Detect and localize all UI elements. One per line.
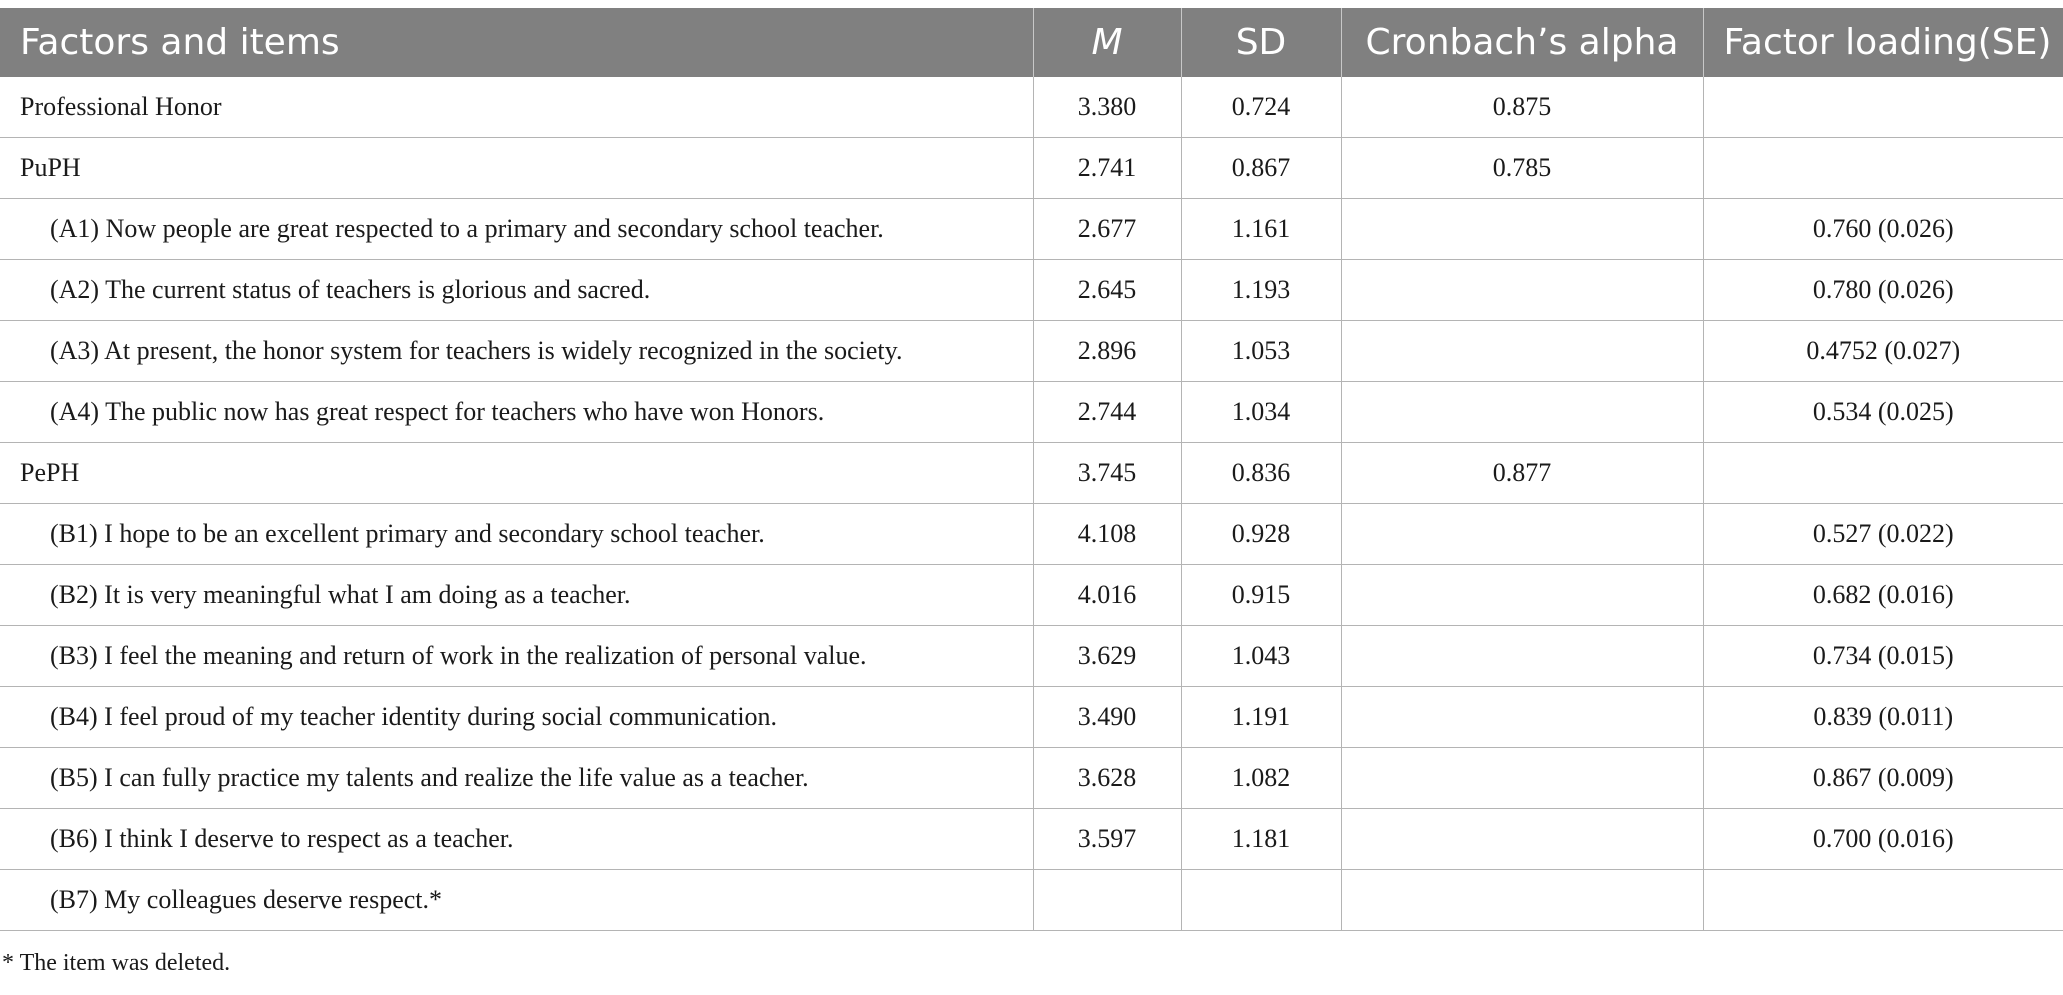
row-label: PuPH: [0, 138, 1033, 199]
cell-loading: 0.4752 (0.027): [1703, 321, 2063, 382]
cell-m: 3.629: [1033, 626, 1181, 687]
cell-alpha: [1341, 626, 1703, 687]
cell-sd: 0.928: [1181, 504, 1341, 565]
cell-sd: 1.043: [1181, 626, 1341, 687]
row-label: (A4) The public now has great respect for teachers who have won Honors.: [0, 382, 1033, 443]
cell-alpha: [1341, 870, 1703, 931]
row-label: (A1) Now people are great respected to a primary and secondary school teacher.: [0, 199, 1033, 260]
header-factors: Factors and items: [0, 8, 1033, 77]
cell-m: 3.745: [1033, 443, 1181, 504]
row-label: PePH: [0, 443, 1033, 504]
table-row: [0, 809, 2063, 870]
table-row: [0, 443, 2063, 504]
cell-loading: [1703, 138, 2063, 199]
table-row: [0, 199, 2063, 260]
table-row: [0, 748, 2063, 809]
cell-loading: 0.527 (0.022): [1703, 504, 2063, 565]
row-label: (B4) I feel proud of my teacher identity during social communication.: [0, 687, 1033, 748]
cell-alpha: 0.785: [1341, 138, 1703, 199]
cell-loading: 0.839 (0.011): [1703, 687, 2063, 748]
cell-alpha: [1341, 809, 1703, 870]
cell-alpha: [1341, 687, 1703, 748]
cell-loading: 0.682 (0.016): [1703, 565, 2063, 626]
cell-sd: 0.915: [1181, 565, 1341, 626]
cell-alpha: [1341, 199, 1703, 260]
cell-sd: 1.181: [1181, 809, 1341, 870]
cell-sd: 0.867: [1181, 138, 1341, 199]
cell-m: 4.108: [1033, 504, 1181, 565]
row-label: (B5) I can fully practice my talents and realize the life value as a teacher.: [0, 748, 1033, 809]
cell-m: 3.380: [1033, 77, 1181, 138]
cell-m: 2.896: [1033, 321, 1181, 382]
cell-m: 2.744: [1033, 382, 1181, 443]
cell-m: 3.490: [1033, 687, 1181, 748]
cell-m: 3.597: [1033, 809, 1181, 870]
table-footnote: * The item was deleted.: [2, 950, 231, 976]
table-row: [0, 687, 2063, 748]
cell-sd: 0.724: [1181, 77, 1341, 138]
cell-loading: [1703, 77, 2063, 138]
header-loading: Factor loading(SE): [1703, 8, 2063, 77]
table-row: [0, 565, 2063, 626]
cell-alpha: [1341, 504, 1703, 565]
cell-loading: [1703, 443, 2063, 504]
cell-loading: 0.760 (0.026): [1703, 199, 2063, 260]
row-label: (B2) It is very meaningful what I am doing as a teacher.: [0, 565, 1033, 626]
table-row: [0, 382, 2063, 443]
table-row: [0, 626, 2063, 687]
table-row: [0, 321, 2063, 382]
cell-m: 3.628: [1033, 748, 1181, 809]
cell-sd: 1.191: [1181, 687, 1341, 748]
header-alpha: Cronbach’s alpha: [1341, 8, 1703, 77]
cell-loading: 0.734 (0.015): [1703, 626, 2063, 687]
cell-alpha: [1341, 748, 1703, 809]
row-label: (A2) The current status of teachers is glorious and sacred.: [0, 260, 1033, 321]
cell-m: 2.741: [1033, 138, 1181, 199]
cell-alpha: [1341, 321, 1703, 382]
cell-alpha: 0.875: [1341, 77, 1703, 138]
table-row: [0, 77, 2063, 138]
cell-loading: 0.867 (0.009): [1703, 748, 2063, 809]
cell-alpha: [1341, 260, 1703, 321]
row-label: (B7) My colleagues deserve respect.*: [0, 870, 1033, 931]
cell-sd: [1181, 870, 1341, 931]
cell-sd: 1.053: [1181, 321, 1341, 382]
row-label: (A3) At present, the honor system for teachers is widely recognized in the society.: [0, 321, 1033, 382]
cell-loading: 0.534 (0.025): [1703, 382, 2063, 443]
cell-sd: 1.193: [1181, 260, 1341, 321]
row-label: Professional Honor: [0, 77, 1033, 138]
cell-loading: 0.780 (0.026): [1703, 260, 2063, 321]
header-sd: SD: [1181, 8, 1341, 77]
cell-m: [1033, 870, 1181, 931]
table-row: [0, 870, 2063, 931]
row-label: (B3) I feel the meaning and return of work in the realization of personal value.: [0, 626, 1033, 687]
header-row: [0, 8, 2063, 77]
table-row: [0, 504, 2063, 565]
table-row: [0, 138, 2063, 199]
cell-loading: 0.700 (0.016): [1703, 809, 2063, 870]
header-m: M: [1033, 8, 1181, 77]
cell-alpha: [1341, 382, 1703, 443]
cell-alpha: 0.877: [1341, 443, 1703, 504]
factor-table: [0, 8, 2063, 931]
cell-sd: 0.836: [1181, 443, 1341, 504]
cell-sd: 1.161: [1181, 199, 1341, 260]
cell-sd: 1.082: [1181, 748, 1341, 809]
cell-m: 2.645: [1033, 260, 1181, 321]
cell-alpha: [1341, 565, 1703, 626]
cell-sd: 1.034: [1181, 382, 1341, 443]
cell-m: 2.677: [1033, 199, 1181, 260]
row-label: (B6) I think I deserve to respect as a teacher.: [0, 809, 1033, 870]
cell-loading: [1703, 870, 2063, 931]
row-label: (B1) I hope to be an excellent primary and secondary school teacher.: [0, 504, 1033, 565]
cell-m: 4.016: [1033, 565, 1181, 626]
table-row: [0, 260, 2063, 321]
